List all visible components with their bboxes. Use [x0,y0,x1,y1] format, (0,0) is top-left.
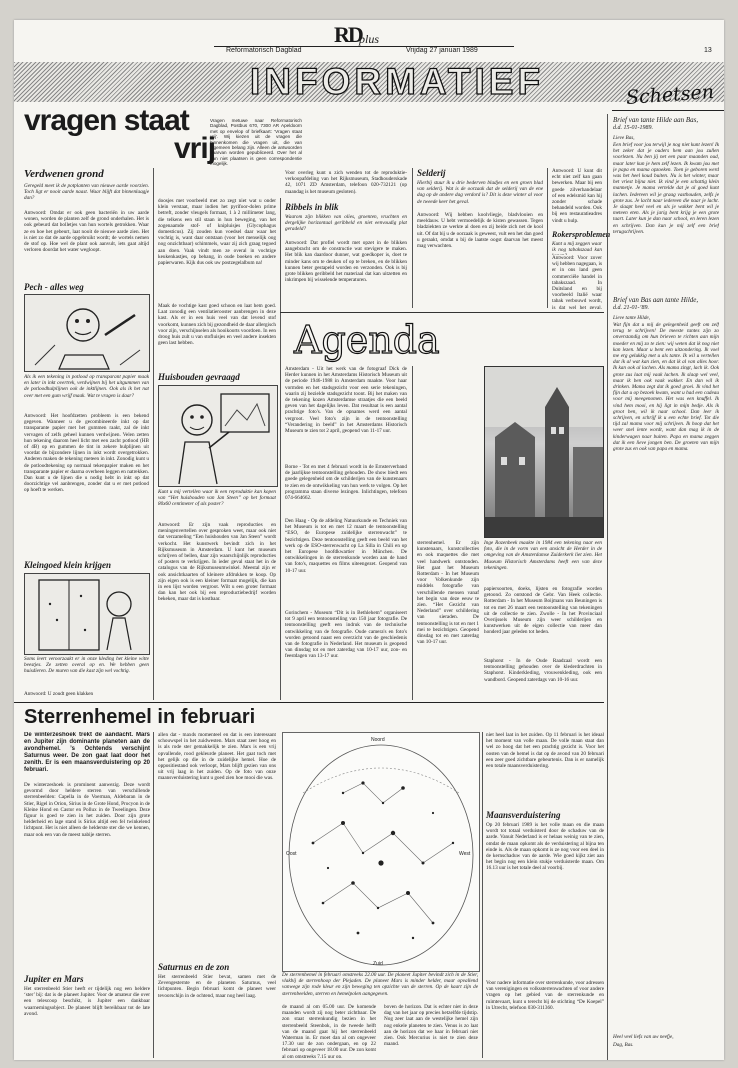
q2-caption: Als ik een tekening in potlood op transparant papier maak en later in inkt overtrek, verdwijnen bij het uitgummen van de potloodhulplijnen ook de inktlijnen. Ook als ik het nat over met een gum wrijf maak. Wat te vragen is daar? [24,374,149,399]
brief-title-2: Brief van Bas aan tante Hilde, [613,296,699,304]
logo-plus: plus [359,32,380,46]
cartoon-painter [158,385,278,487]
agenda-photo-caption: Inge Rozenbeek maakte in 1984 een tekening naar een foto, die in de vorm van een ansicht de Herder in de omgeving van de Amsterdamse Zuiderkerk liet zien. Het Museum Historisch Amsterdams heeft een van deze tekeningen. [484,540,602,571]
q8-answer: Antwoord: U kunt dit echt niet zelf kan gaan bewerken. Maar bij een goede zilverhandelaar of een edelsmid kan hij zonder schade behandeld worden. Ook bij een restauratieadres vindt u hulp. [552,168,602,224]
q3-heading: Kleingoed klein krijgen [24,560,112,570]
brief-greeting-1: Lieve Bas, [613,135,635,141]
saturnus-text: Het sterrenbeeld Stier bevat, samen met de Zevengesternte en de planeten Saturnus, veel lichtpunten. Begin februari komt de planeet weer tevoorschijn in de ochtend, maar nog heel laag. [158,974,276,999]
q6-answer: Antwoord: Wij hebben koolvliegje, bladvlooien en meeldauw. U hebt vermoedelijk de kisten gewassen. Tegen bladziekten ze werkte al doen en zij beide zich net de kool uit. Of dat bij u de oorzaak is geweest, vult een het dan goed u geraakt, omdat u bij de laatste oogst daarvan het meest mag verwachten. [417,212,543,250]
divider-5 [412,366,413,700]
brief-date-1: d.d. 15-01-1989. [613,125,653,131]
q3-caption: Soms leert veroorzaakt er in onze kleding het kleine witte beestjes. Ze zetten overal op en. We hebben geen huisdieren. De muren van die kast zijn wel vochtig. [24,656,149,675]
q6-heading: Selderij [417,168,446,178]
q3-answer: Antwoord: U zoudt geen klakken [24,691,94,697]
agenda-title: Agenda [294,318,440,362]
sterren-col4: boven de horizon. Dat is echter niet in deze dag van het jaar op precies hetzelfde tijdstip. Nog zeer laat aan de westelijke hemel zijn nog enkele planeten te zien. Venus is zo laat aan de horizon dat we haar in februari niet zien. Ook Mercurius is niet te zien deze maand. [384,1004,478,1048]
q6-question: Hierbij stuur ik u drie bederven bladjes en een groen blad van selderij. Wat is de oorzaak dat de selderij van de ene dag op de andere dag verdord is? Dit is deze winter al voor de tweede keer het geval. [417,180,543,205]
divider-8 [482,732,483,1058]
sterren-title: Sterrenhemel in februari [24,706,256,728]
q1-question: Geregeld meet ik de potplanten van nieuwe aarde voorzien. Toch ligt er nooit aarde naast. Waar blijft dat binnenlaagje dan? [24,183,149,202]
paper-name: Reformatorisch Dagblad [226,47,302,54]
maan-text-2: Voor nadere informatie over sterrenkunde, voor adressen van verenigingen en volkssterrenwachten of voor andere vragen op het gebied van de sterrenkunde en ruimtevaart, kunt u terecht bij de stichting “De Koepel” in Utrecht, telefoon 030-311360. [486,980,604,1011]
vragen-title-line2: vrij [174,132,216,165]
agenda-col1: Amsterdam - Uit het werk van de fotograaf Dick de Herder kunnen in het Amsterdams Historisch Museum uit de periode 1946-1988 in Amsterdam maakte. Voor haar vormden en het stadsgezicht voor een serie tekeningen, waarin zij bezielde stadsgezicht toont. Bij het maken van de tekening kozen Amsterdamse straatjes die een beeld geven van het dagelijks leven. Dat resultaat is een aantal prachtige foto's. Van de opnames werd een aantal vergroot. Veel foto's zijn in de tentoonstelling “Verandering in beeld” in het Amsterdams Historisch Museum te zien tot 2 april, geopend van 11-17 uur. [285,366,407,435]
logo-letters: RD [334,22,362,47]
brief-sign: Dag, Bas. [613,1042,634,1048]
map-label-noord: Noord [371,737,385,743]
col3-text: Voor overleg kunt u zich wenden tot de reproduktie-verkoopafdeling van het Rijksmuseum, Stadhouderskade 42, 1071 ZD Amsterdam, telefoon 020-732121 (op maandag is het museum gesloten). [285,170,407,195]
q5-heading: Ribbels in blik [285,202,339,212]
sterren-col3: de maand al om 05.00 uur. De komende maanden wordt zij nog beter zichtbaar. De zon staat sterrenkundig bezien in het sterrenbeeld Steenbok, in de tweede helft van de maand gaat hij het sterrenbeeld Waterman in. Er moet dan al om ongeveer 17.30 uur de zon ondergaan, en op 22 februari op ongeveer 18.00 uur. De zon komt al om omstreeks 7.15 uur op. [282,1004,376,1058]
page-number: 13 [704,47,712,54]
cartoon-painter-drawing [159,386,277,486]
q1-heading: Verdwenen grond [24,168,104,180]
logo [332,24,392,46]
agenda-photo [484,366,604,538]
q2-answer: Antwoord: Het hoofdzetten probleem is een bekend gegeven. Wanneer u de gecombineerde inkt op dat transparante papier met het gummen raakt, zal de inkt vervagen of zelfs geheel kunnen verdwijnen. Velen zetten hun tekening daarom heel licht met een zacht potlood (HB of 4B) op en gummen de tint in zekere hulplijnen uit voordat de bijzondere lijnen in inkt wordt overgetrokken. Anderen maken de tekening meteen in inkt. Zonodig kunt u de potloodtekening op normaal tekenpapier maken en het transparante papier er daarna overheen leggen en natrekken. Dan kunt u de lijnen die u nodig hebt in inkt op dat doorzichtige vel aanbrengen, zonder dat u er met potlood op hoeft te werken. [24,413,149,494]
q9-heading: Rokersproblemen [552,230,611,239]
saturnus-heading: Saturnus en de zon [158,962,230,972]
banner-underline [612,110,724,111]
newspaper-page [14,20,724,1060]
cartoon-closet-drawing [25,574,149,654]
divider-6 [607,114,608,1060]
maan-heading: Maansverduistering [486,810,561,820]
agenda-col4b: Staphorst - In de Oude Raadzaal wordt een tentoonstelling gehouden over de klederdrachten in Staphorst. Kinderkleding, vrouwenkleding, ook een wandbord. Geopend zaterdags van 10-16 uur. [484,658,602,683]
q9-question: Kunt u mij zeggen waar ik nog tabakszaad kan [552,241,602,254]
divider-1 [153,168,154,700]
map-label-west: West [459,851,471,857]
sterren-lead: De winterzeshoek trekt de aandacht. Mars en Jupiter zijn dominante planeten aan de avondhemel. ’s Ochtends verschijnt Saturnus weer. De zon gaat laat door het zenith. Er is een maansverduistering op 20 februari. [24,732,150,773]
q4-answer: Antwoord: Er zijn vaak reproducties en meningenvertellen over gesproken weet, maar ook niet dat verzameling “Een huishouden van Jan Steen” wordt verkocht. Het kunstwerk bevindt zich in het Rijksmuseum in Amsterdam. U kunt het museum schrijven of bellen, daar zijn waarschijnlijk reproducties of posters te verkrijgen. In ieder geval staat het in de catalogus van de Rijksmuseumwinkel. Meestal zijn er ook ansichtkaarten of kleinere afdrukken te koop. Op zijn eigen ook is een kleiner formaat mogelijk, die kan in een lijst worden vergroot. Wilt u een groter formaat dan kan het ook bij een reproductiebedrijf worden bekeken, maar dat is kostbaar. [158,522,276,603]
cartoon-pencil-drawing [25,295,149,371]
divider-2 [280,198,281,700]
vragen-intro: Vragen metuwe naar Reformatorisch Dagblad, Postbus 670, 7300 AR Apeldoorn met op envelop of briefkaart: ‘Vragen staat vrij’. Wij kiezen uit de vragen die binnenkomen die vragen uit, die van algemeen belang zijn. Alleen de antwoorden daarvan worden gepubliceerd. Over het al dan niet plaatsen is geen correspondentie mogelijk. [210,118,302,167]
sterren-top-rule [14,702,604,703]
brief-date-2: d.d. 21-01-’89. [613,305,649,311]
col2-text-1: doosjes met voorbeeld met zo zegt niet wat u onder klein verstaat, maar indien het pyrifoor-dolen prime betreft, zonder vleugels formaat, 1 à 2 millimeter lang, die telkens een stil staan in hun beweging, van het zogenaamde stof- of knipluisjes (Glycophagus domesticus). Zij zouden kun voedsel daar waar het vochtig is, want daar ontstaan (voor het menselijk oog nog onzichtbaar) schimmels, waar zij zich graag tegoed aan doen. Vaak vindt men ze overal in vochtige keukenkastjes, op behang, in oude boeken en andere papierwaren. Kijk dus ook uw postzegelalbum na! [158,198,276,267]
star-map [282,732,480,972]
agenda-col2: Gorinchem - Museum “Dit is in Bethlehem” organiseert tot 9 april een tentoonstelling van 150 jaar fotografie. De tentoonstelling geeft een indruk van de technische ontwikkeling van de fotografie. Oude camera's en foto's worden getoond naast een overzicht van de geschiedenis van de fotografie in Nederland. Het museum is geopend van dinsdag tot en met zaterdag van 10-17 uur, zon- en feestdagen van 13-17 uur. [285,610,407,660]
q2-heading: Pech - alles weg [24,282,84,292]
agenda-col4: papiersoorten, doeks, lijsten en fotografie worden getoond. Zo ontstond de Gebr. Van Heek collectie. Rotterdam - In het Museum Boijmans van Beuningen is tot en met 26 maart een tentoonstelling van tekeningen uit de collectie te zien. Zwolle - In het Provinciaal Overijssels Museum zijn weer schilderijen en kunstwerken uit de eigen collectie van meer dan honderd jaar geleden tot heden. [484,586,602,636]
q1-answer: Antwoord: Omdat er ook geen bacteriën in uw aarde wonen, worden de planten zelf de grond onderhalen. Het is ook gebeurd dat bolletjes van hun wortels getrokken. Waar ze en hoe het gebeurt, laat nooit de nieuwe aarde zien. Het is niet zo dat de aarde opgebruikt wordt; de wortels nemen de stof op. Hoe wel de plant ook aanvult, iets gaat altijd verloren doordat het water wegloopt. [24,210,149,254]
q4-heading: Huisbouden gevraagd [158,372,240,382]
agenda-box-line [280,312,604,313]
q4-caption: Kunt u mij vertellen waar ik een reproduktie kan kopen van “Het huisbouden van Jan Steen” op het formaat 80x60 centimeter of als poster? [158,489,276,508]
cartoon-closet [24,573,150,655]
col2-text-2: Maak de vochtige kast goed schoon en laat hem goed. Laat zonodig een ventilatierooster aanbrengen in deze kast. Als er in een huis veel van dat levend stof voorkomt, kunnen zich bij gezondheid de daar allergisch voor zijn, verschijnselen als hooikoorts voordoen. In een droog huis zult u van stofluisjes en veel andere insekten geen last hebben. [158,303,276,347]
q5-answer: Antwoord: Dat profiel wordt met opzet in de blikken aangebracht om de constructie wat stevigere te maken. Het blik kan daardoor dunner, wat goedkoper is, doet te minder kans om te deuken of op te breken, en de blikken kunnen beter gestapeld worden en verzonden. Ook is bij grote blikken geribbeld het materiaal dat kan uitzetten en inkrimpen bij wisselende temperaturen. [285,240,407,284]
divider-3 [412,168,413,308]
brief-body-1: Een brief voor jou terwijl je nog niet kunt lezen! Ik het zeker dat je ouders hem aan jou zullen voorlezen. Nu ben jij net een paar maanden oud, maar later kun je hem zelf lezen. Ik kwam jou met je papa en mama opzoeken. Toen je geboren werd was het heel koud buiten. Nu is het winter, maar het vriest bijna niet. Ik vind je een schattig klein mannetje. Je mama vertelde dat je al goed kunt lachen. Iedereen wil je graag vasthouden, zelfs je grote zus. Je lacht naar iedereen die naar je lacht. Je slaapt heel veel en als je wakker bent wil je meteen eten. Als je jarig bent krijg je een grote taart. Later kun je dan naar school, en leren lezen en schrijven. Dan kun je mij zelf een brief terugschrijven. [613,142,719,235]
banner-title: INFORMATIEF [250,61,545,102]
q9-answer: Antwoord: Voor zover wij hebben nagegaan, is er in ons land geen commerciële handel in tabakszaad. In Duitsland en bij voorbeeld Italië waar tabak verbouwd wordt, is dat wel het geval. [552,255,602,309]
schetsen-label: Schetsen [625,80,715,110]
street-photo [485,367,603,537]
q5-question: Waarom zijn blikken van olies, groenten, vruchten en dergelijke horizontaal geribbeld en niet eenvoudig plat geradeld? [285,214,407,233]
sterren-col1: De winterzeshoek is prominent aanwezig. Deze wordt gevormd door heldere sterren van verschillende sterrenbeelden: Capella in de Voerman, Aldebaran in de Stier, Rigel in Orion, Sirius in de Grote Hond, Procyon in de Kleine Hond en Castor en Pollux in de Tweelingen. Deze figuur is goed te zien in het zuiden. Door zijn grote helderheid en lage stand is Sirius altijd een fel twinkelend lichtpunt. Het is niet alleen de helderste ster die we kennen, maar ook een van de meest nabije sterren. [24,782,150,838]
agenda-col3: sterrenhemel. Er zijn kunstenaars, kunstcollecties en ook maquettes die met veel handwerk ontstonden. Het gaat het Museum Rotterdam - In het Museum voor Volkenkunde zijn middels fotografie van verschillende mensen vanaf het begin van deze eeuw te zien. “Het Gezicht van Nederland” over schildering van sieraden. De tentoonstelling is tot en met 1 mei te bezichtigen. Geopend dinsdag tot en met zaterdag van 10-17 uur. [417,540,479,646]
brief-title-1: Brief van tante Hilde aan Bas, [613,116,699,124]
map-label-oost: Oost [286,851,297,857]
star-map-caption: De sterrenhemel in februari omstreeks 22.00 uur. De planeet Jupiter bevindt zich in de Stier, vlakbij de sterrenhoop der Plejaden. De planeet Mars is minder helder, maar opvallend vanwege zijn rode kleur en zijn beweging ten opzichte van de sterren. Op de kaart zijn de sterrenbeelden, sterren en hemelpolen aangegeven. [282,972,478,997]
maan-text: Op 20 februari 1989 is het volle maan en die maan wordt tot totaal verduisterd door de schaduw van de aarde. Vanuit Nederland is er helaas weinig van te zien, omdat de maan opkomt als de verduistering al bijna ten einde is. Als de maan opkomt is ze nog voor een deel in de kernschaduw van de aarde. Wie goed kijkt ziet aan het begin nog een klein stukje verduisterde maan. Om 16.13 uur is het totale deel al voorbij. [486,822,604,872]
sterren-col2: allen dat - maxds momenteel en dat is een interessant schouwspel in het zuidwesten. Mars staat zeer hoog en is als rode ster gemakkelijk te zien. Mars is een vrij opvallende, rood gekleurde planeet. Het gaat toch met het gelijk op die in de zuidelijke hemel. Hoe de oppositiestand ook verloopt, Mars blijft gezien van ons uit vrij laag in het zuiden. Op de foto van onze maansverduistering kunt u goed zien hoe mooi die was. [158,732,276,782]
vragen-title [24,104,234,167]
agenda-col1b: Borne - Tot en met 4 februari wordt in de Ernsterverband de jaarlijkse tentoonstelling gehouden. De show biedt een goede gelegenheid om de schilderijen van de kunstenaars te zien en de ontwikkeling van hun werk te volgen. Op het programma staan diverse lezingen. Inlichtingen, telefoon 074-664662. [285,464,407,502]
star-map-drawing [283,733,479,971]
brief-closing: Heel veel liefs van uw neefje, [613,1034,674,1040]
divider-4 [547,168,548,308]
brief-body-2: Wat fijn dat u mij de gelegenheid geeft om zelf terug te schrijven! De meeste tantes zijn zo onverstandig om hun brieven te richten aan mijn moeder en mij zo te zien: wij weten dat ik nog niet kan lezen. Maar u bent een uitzondering. Ik voel me erg gelukkig met u als tante. Ik wil u vertellen dat ik al wat kan zien, en dat ik al van alles hoor. Ik kan ook al lachen. Als mama zingt, lach ik. Ook grote zus laat mij vaak lachen. Ik slaap wel veel, maar ik ben ook vaak wakker. En dan wil ik drinken. Mama zegt dat ik goed groei. Ik vind het fijn dat u op bezoek kwam, want u had een cadeau voor mij meegenomen. Het was een knuffel. Ik vind hem mooi, en hij ligt in mijn bedje. Als ik groot ben, wil ik naar school. Dan leer ik schrijven, en schrijf ik u een echte brief. Tot die tijd zal mama voor mij schrijven. Ik hoop dat het weer snel lente wordt, want dan mag ik in de kinderwagen naar buiten. Papa en mama zeggen dat ik een lieve jongen ben. De groeten van mijn grote zus en ook van papa en mama. [613,322,719,453]
sterren-col5: niet heel laat in het zuiden. Op 11 februari is het ideaal het moment van volle maan. De volle maan staat dan wel zo hoog dat het een prachtig gezicht is. Voor het oosten van de hemel is dat op de avond van 20 februari een zeer goed zichtbare gebeurtenis. Dan is er namelijk een totale maansverduistering. [486,732,604,770]
brief-greeting-2: Lieve tante Hilde, [613,315,651,321]
divider-7 [153,732,154,1058]
jupiter-text: Het sterrenbeeld Stier heeft er tijdelijk nog een heldere ‘ster’ bij: dat is de planeet Jupiter. Voor de amateur die over een telescoop beschikt, is Jupiter een dankbaar waarnemingsobject. De planeet blijft bereikbaar tot de late avond. [24,986,150,1017]
agenda-col1c: Den Haag - Op de afdeling Natuurkunde en Techniek van het Museum is tot en met 12 maart de tentoonstelling “ESO, de Europese zuidelijke sterrenwacht” te bezichtigen. Deze tentoonstelling geeft een beeld van het werk op de ESO-sterrenwacht op La Silla in Chili en op het Europese hoofdkwartier in München. De ontwikkelingen in de sterrenkunde worden aan de hand van foto's, maquettes en films uiteengezet. Geopend van 10-17 uur. [285,518,407,574]
vragen-title-line1: vragen staat [24,104,189,137]
cartoon-pencil [24,294,150,372]
issue-date: Vrijdag 27 januari 1989 [406,47,478,54]
masthead [14,20,724,60]
map-label-zuid: Zuid [373,961,383,967]
jupiter-heading: Jupiter en Mars [24,974,84,984]
